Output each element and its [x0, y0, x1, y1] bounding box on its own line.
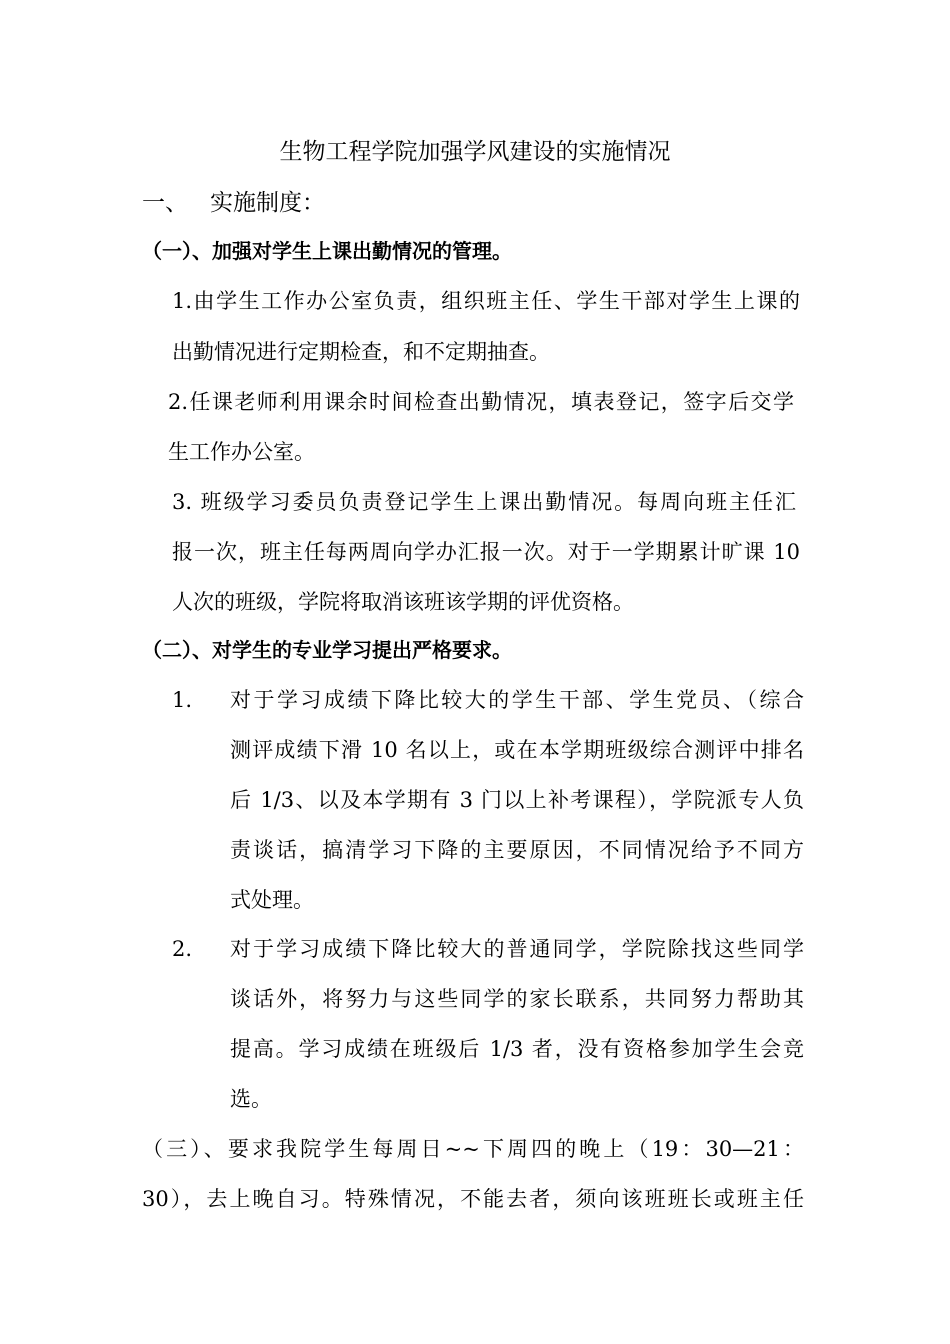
sub2-item2-line1: 对于学习成绩下降比较大的普通同学，学院除找这些同学 — [230, 937, 804, 961]
section-title: 实施制度： — [210, 190, 325, 216]
sub1-item2-line1: 2.任课老师利用课余时间检查出勤情况，填表登记，签字后交学 — [168, 390, 794, 414]
sub2-item1-line5: 式处理。 — [230, 888, 314, 912]
sub3-line1: （三）、要求我院学生每周日~~下周四的晚上（19：30—21： — [142, 1137, 804, 1161]
sub1-item3-line2: 报一次，班主任每两周向学办汇报一次。对于一学期累计旷课 10 — [172, 540, 800, 564]
sub2-item2-line4: 选。 — [230, 1087, 272, 1111]
subsection-2-heading: （二）、对学生的专业学习提出严格要求。 — [142, 638, 512, 662]
sub1-item1-line1: 1.由学生工作办公室负责，组织班主任、学生干部对学生上课的 — [172, 289, 800, 313]
section-heading — [142, 189, 325, 217]
sub2-item1-line2: 测评成绩下滑 10 名以上，或在本学期班级综合测评中排名 — [230, 738, 804, 762]
sub1-item2-line2: 生工作办公室。 — [168, 440, 315, 464]
sub2-item1-line4: 责谈话，搞清学习下降的主要原因，不同情况给予不同方 — [230, 838, 804, 862]
subsection-1-heading: （一）、加强对学生上课出勤情况的管理。 — [142, 239, 512, 263]
page-title: 生物工程学院加强学风建设的实施情况 — [279, 139, 671, 165]
sub2-item1-line1: 对于学习成绩下降比较大的学生干部、学生党员、（综合 — [230, 688, 804, 712]
sub1-item3-line3: 人次的班级，学院将取消该班该学期的评优资格。 — [172, 590, 634, 614]
sub1-item3-line1: 3. 班级学习委员负责登记学生上课出勤情况。每周向班主任汇 — [172, 490, 796, 514]
sub1-item1-line2: 出勤情况进行定期检查，和不定期抽查。 — [172, 340, 550, 364]
sub2-item2-line3: 提高。学习成绩在班级后 1/3 者，没有资格参加学生会竞 — [230, 1037, 804, 1061]
sub2-item1-line3: 后 1/3、以及本学期有 3 门以上补考课程），学院派专人负 — [230, 788, 804, 812]
sub2-item2-line2: 谈话外，将努力与这些同学的家长联系，共同努力帮助其 — [230, 987, 804, 1011]
sub2-item1-number: 1. — [172, 688, 193, 712]
sub3-line2: 30），去上晚自习。特殊情况，不能去者，须向该班班长或班主任 — [142, 1187, 804, 1211]
sub2-item2-number: 2. — [172, 937, 193, 961]
section-number: 一、 — [142, 190, 188, 216]
